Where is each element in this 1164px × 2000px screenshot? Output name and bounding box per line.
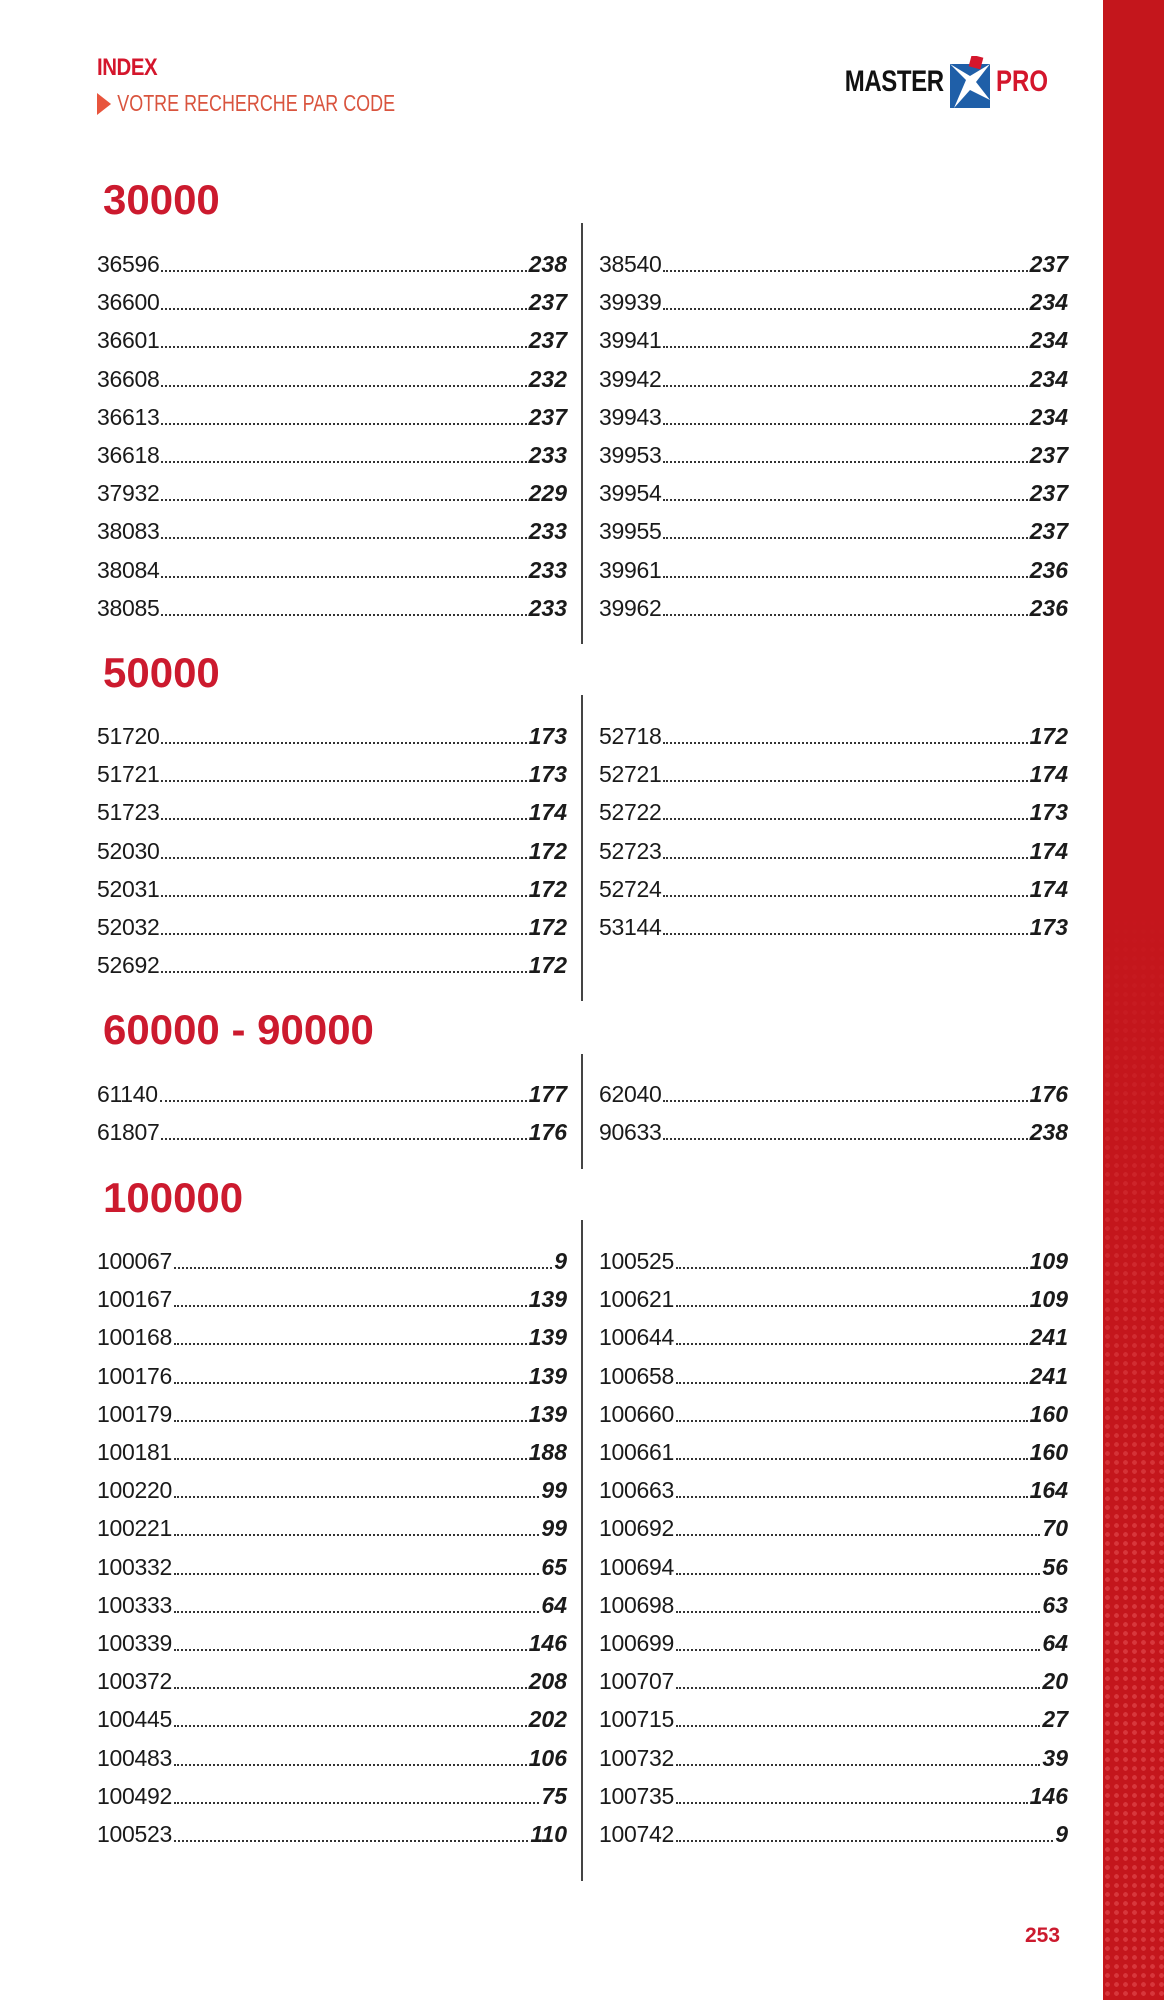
page-ref: 233 <box>528 518 567 545</box>
page-ref: 208 <box>528 1668 567 1695</box>
dot-leader <box>161 742 526 744</box>
product-code: 39954 <box>599 480 662 507</box>
product-code: 100220 <box>97 1477 172 1504</box>
product-code: 100167 <box>97 1286 172 1313</box>
product-code: 39943 <box>599 403 662 430</box>
product-code: 36618 <box>97 442 160 468</box>
index-entry <box>97 325 567 355</box>
index-entry <box>97 1246 567 1276</box>
index-entry <box>599 1475 1068 1505</box>
dot-leader <box>174 1802 539 1804</box>
dot-leader <box>663 308 1027 310</box>
dot-leader <box>161 818 526 820</box>
page-ref: 237 <box>528 289 567 316</box>
dot-leader <box>663 933 1027 935</box>
page-ref: 237 <box>528 403 567 430</box>
index-entry <box>599 1743 1068 1773</box>
logo-star-icon <box>946 56 994 108</box>
product-code: 100621 <box>599 1286 674 1313</box>
page-ref: 173 <box>528 761 567 788</box>
column-divider <box>581 1054 583 1169</box>
page-ref: 99 <box>541 1515 567 1542</box>
product-code: 51723 <box>97 799 160 826</box>
page-ref: 234 <box>1029 327 1068 354</box>
dot-leader <box>663 742 1027 744</box>
index-entry <box>97 1475 567 1505</box>
product-code: 100525 <box>599 1248 674 1274</box>
product-code: 100181 <box>97 1439 172 1465</box>
page-ref: 110 <box>530 1821 567 1847</box>
page-ref: 177 <box>528 1081 567 1107</box>
index-subtitle <box>97 90 395 117</box>
index-entry <box>97 1552 567 1582</box>
index-entry <box>97 440 567 470</box>
index-entry <box>97 1322 567 1352</box>
page-ref: 9 <box>1055 1821 1068 1847</box>
page-ref: 174 <box>1029 875 1068 902</box>
product-code: 100660 <box>599 1400 674 1427</box>
page-ref: 236 <box>1029 594 1068 621</box>
page-ref: 70 <box>1042 1515 1068 1542</box>
section-heading: 50000 <box>103 649 220 696</box>
page-ref: 237 <box>1029 251 1068 277</box>
product-code: 100732 <box>599 1744 674 1771</box>
index-entry <box>97 593 567 623</box>
page-ref: 64 <box>541 1591 567 1618</box>
dot-leader <box>174 1458 527 1460</box>
page-ref: 172 <box>528 914 567 940</box>
product-code: 39941 <box>599 327 662 354</box>
dot-leader <box>663 1100 1027 1102</box>
product-code: 61140 <box>97 1081 158 1107</box>
product-code: 52722 <box>599 799 662 826</box>
page-number: 253 <box>1025 1924 1061 1947</box>
page-ref: 9 <box>554 1248 567 1274</box>
index-entry <box>599 440 1068 470</box>
page-ref: 146 <box>1029 1782 1068 1809</box>
dot-leader <box>676 1802 1028 1804</box>
page-ref: 172 <box>1029 723 1068 749</box>
index-entry <box>599 912 1068 942</box>
dot-leader <box>161 614 526 616</box>
page-ref: 20 <box>1042 1668 1068 1695</box>
product-code: 100168 <box>97 1324 172 1351</box>
dot-leader <box>676 1573 1040 1575</box>
product-code: 100661 <box>599 1439 674 1465</box>
product-code: 52032 <box>97 914 160 940</box>
index-entry <box>97 1781 567 1811</box>
index-entry <box>599 402 1068 432</box>
product-code: 39939 <box>599 289 662 316</box>
index-entry <box>97 797 567 827</box>
product-code: 38085 <box>97 594 160 621</box>
index-entry <box>97 1399 567 1429</box>
index-entry <box>599 1079 1068 1109</box>
index-entry <box>599 1322 1068 1352</box>
dot-leader <box>663 499 1027 501</box>
index-entry <box>97 874 567 904</box>
index-entry <box>97 1628 567 1658</box>
page-ref: 146 <box>528 1630 567 1656</box>
index-entry <box>599 364 1068 394</box>
product-code: 100699 <box>599 1630 674 1656</box>
index-entry <box>599 759 1068 789</box>
index-entry <box>97 1819 567 1849</box>
index-entry <box>599 1437 1068 1467</box>
page-ref: 232 <box>528 365 567 392</box>
page-ref: 160 <box>1029 1400 1068 1427</box>
index-entry <box>599 797 1068 827</box>
index-entry <box>97 912 567 942</box>
page-ref: 64 <box>1042 1630 1068 1656</box>
product-code: 52723 <box>599 837 662 864</box>
page-ref: 176 <box>528 1119 567 1146</box>
page-ref: 237 <box>1029 442 1068 468</box>
dot-leader <box>161 308 526 310</box>
product-code: 100694 <box>599 1553 674 1580</box>
page-ref: 202 <box>528 1706 567 1733</box>
product-code: 52718 <box>599 723 662 749</box>
page-ref: 139 <box>528 1324 567 1351</box>
product-code: 100707 <box>599 1668 674 1695</box>
column-divider <box>581 1220 583 1881</box>
index-entry <box>97 721 567 751</box>
index-entry <box>599 1666 1068 1696</box>
index-entry <box>97 836 567 866</box>
dot-leader <box>663 576 1027 578</box>
product-code: 36601 <box>97 327 160 354</box>
dot-leader <box>676 1840 1053 1842</box>
product-code: 52724 <box>599 875 662 902</box>
logo-text-pro: PRO <box>995 65 1048 98</box>
dot-leader <box>174 1611 539 1613</box>
index-entry <box>599 555 1068 585</box>
product-code: 62040 <box>599 1081 662 1107</box>
product-code: 100176 <box>97 1362 172 1389</box>
dot-leader <box>663 537 1027 539</box>
index-entry <box>599 1513 1068 1543</box>
index-entry <box>599 1361 1068 1391</box>
product-code: 52030 <box>97 837 160 864</box>
halftone-pattern <box>1103 900 1164 2000</box>
section-heading: 60000 - 90000 <box>103 1006 374 1053</box>
page-ref: 173 <box>1029 914 1068 940</box>
dot-leader <box>161 933 526 935</box>
index-entry <box>97 249 567 279</box>
page-ref: 174 <box>528 799 567 826</box>
index-entry <box>599 478 1068 508</box>
index-entry <box>599 325 1068 355</box>
dot-leader <box>161 857 526 859</box>
dot-leader <box>174 1343 527 1345</box>
product-code: 100483 <box>97 1744 172 1771</box>
dot-leader <box>161 499 526 501</box>
product-code: 100698 <box>599 1591 674 1618</box>
index-entry <box>97 402 567 432</box>
product-code: 51721 <box>97 761 160 788</box>
dot-leader <box>161 461 526 463</box>
index-entry <box>599 1552 1068 1582</box>
dot-leader <box>663 895 1027 897</box>
index-entry <box>97 1079 567 1109</box>
index-title: INDEX <box>97 54 158 81</box>
product-code: 100332 <box>97 1553 172 1580</box>
product-code: 38084 <box>97 556 160 583</box>
page-ref: 229 <box>528 480 567 507</box>
dot-leader <box>161 780 526 782</box>
dot-leader <box>161 971 526 973</box>
red-side-band <box>1103 0 1164 2000</box>
dot-leader <box>676 1764 1040 1766</box>
dot-leader <box>663 385 1027 387</box>
product-code: 100445 <box>97 1706 172 1733</box>
index-entry <box>97 1284 567 1314</box>
page-ref: 99 <box>541 1477 567 1504</box>
product-code: 39961 <box>599 556 662 583</box>
page-ref: 233 <box>528 442 567 468</box>
index-entry <box>97 555 567 585</box>
dot-leader <box>174 1573 539 1575</box>
dot-leader <box>174 1420 527 1422</box>
product-code: 100692 <box>599 1515 674 1542</box>
product-code: 39955 <box>599 518 662 545</box>
product-code: 100742 <box>599 1821 674 1847</box>
product-code: 90633 <box>599 1119 662 1146</box>
page-ref: 75 <box>541 1782 567 1809</box>
dot-leader <box>676 1458 1028 1460</box>
product-code: 52721 <box>599 761 662 788</box>
index-entry <box>97 1743 567 1773</box>
dot-leader <box>663 857 1027 859</box>
page-ref: 106 <box>528 1744 567 1771</box>
dot-leader <box>174 1496 539 1498</box>
dot-leader <box>161 423 526 425</box>
product-code: 38083 <box>97 518 160 545</box>
page-ref: 238 <box>528 251 567 277</box>
page-ref: 63 <box>1042 1591 1068 1618</box>
page-ref: 139 <box>528 1400 567 1427</box>
page-ref: 39 <box>1042 1744 1068 1771</box>
triangle-bullet-icon <box>97 93 111 115</box>
index-entry <box>599 721 1068 751</box>
page-ref: 109 <box>1029 1248 1068 1274</box>
index-entry <box>599 1704 1068 1734</box>
dot-leader <box>676 1611 1040 1613</box>
page-ref: 173 <box>1029 799 1068 826</box>
product-code: 61807 <box>97 1119 160 1146</box>
product-code: 100735 <box>599 1782 674 1809</box>
page-ref: 56 <box>1042 1553 1068 1580</box>
dot-leader <box>663 346 1027 348</box>
page-ref: 241 <box>1029 1362 1068 1389</box>
page-ref: 176 <box>1029 1081 1068 1107</box>
page-ref: 234 <box>1029 365 1068 392</box>
dot-leader <box>676 1496 1028 1498</box>
dot-leader <box>676 1687 1040 1689</box>
dot-leader <box>676 1382 1028 1384</box>
index-entry <box>97 478 567 508</box>
page-ref: 188 <box>528 1439 567 1465</box>
dot-leader <box>160 1100 527 1102</box>
product-code: 100663 <box>599 1477 674 1504</box>
product-code: 36608 <box>97 365 160 392</box>
index-entry <box>599 1781 1068 1811</box>
index-entry <box>599 874 1068 904</box>
page-ref: 174 <box>1029 761 1068 788</box>
dot-leader <box>161 270 526 272</box>
index-entry <box>599 1284 1068 1314</box>
index-entry <box>599 1628 1068 1658</box>
dot-leader <box>161 895 526 897</box>
dot-leader <box>676 1343 1028 1345</box>
product-code: 52031 <box>97 875 160 902</box>
product-code: 100339 <box>97 1630 172 1656</box>
page-ref: 172 <box>528 952 567 979</box>
page-ref: 139 <box>528 1362 567 1389</box>
product-code: 37932 <box>97 480 160 507</box>
index-entry <box>599 287 1068 317</box>
dot-leader <box>161 385 526 387</box>
index-entry <box>599 593 1068 623</box>
index-entry <box>97 1361 567 1391</box>
product-code: 100067 <box>97 1248 172 1274</box>
logo-text-master: MASTER <box>844 65 944 98</box>
dot-leader <box>663 780 1027 782</box>
dot-leader <box>161 537 526 539</box>
index-entry <box>599 1246 1068 1276</box>
product-code: 100658 <box>599 1362 674 1389</box>
page-ref: 233 <box>528 594 567 621</box>
section-heading: 30000 <box>103 176 220 223</box>
product-code: 100492 <box>97 1782 172 1809</box>
dot-leader <box>663 818 1027 820</box>
page-ref: 27 <box>1042 1706 1068 1733</box>
dot-leader <box>174 1305 527 1307</box>
product-code: 100179 <box>97 1400 172 1427</box>
index-entry <box>97 1437 567 1467</box>
dot-leader <box>174 1382 527 1384</box>
index-entry <box>97 287 567 317</box>
product-code: 100644 <box>599 1324 674 1351</box>
page-ref: 174 <box>1029 837 1068 864</box>
page-ref: 236 <box>1029 556 1068 583</box>
page-ref: 172 <box>528 875 567 902</box>
product-code: 52692 <box>97 952 160 979</box>
dot-leader <box>174 1840 528 1842</box>
product-code: 100523 <box>97 1821 172 1847</box>
index-entry <box>97 516 567 546</box>
dot-leader <box>663 423 1027 425</box>
product-code: 100221 <box>97 1515 172 1542</box>
dot-leader <box>676 1267 1028 1269</box>
dot-leader <box>174 1649 527 1651</box>
index-entry <box>97 1513 567 1543</box>
product-code: 53144 <box>599 914 662 940</box>
page-ref: 237 <box>528 327 567 354</box>
index-entry <box>599 249 1068 279</box>
product-code: 38540 <box>599 251 662 277</box>
product-code: 39962 <box>599 594 662 621</box>
page-ref: 173 <box>528 723 567 749</box>
dot-leader <box>174 1534 539 1536</box>
product-code: 51720 <box>97 723 160 749</box>
page-ref: 65 <box>541 1553 567 1580</box>
dot-leader <box>676 1420 1028 1422</box>
dot-leader <box>676 1649 1040 1651</box>
dot-leader <box>174 1764 527 1766</box>
product-code: 36613 <box>97 403 160 430</box>
page-ref: 233 <box>528 556 567 583</box>
index-entry <box>97 1590 567 1620</box>
dot-leader <box>676 1305 1028 1307</box>
index-entry <box>97 1704 567 1734</box>
index-entry <box>599 1399 1068 1429</box>
product-code: 39953 <box>599 442 662 468</box>
page-ref: 237 <box>1029 518 1068 545</box>
index-entry <box>97 364 567 394</box>
product-code: 100333 <box>97 1591 172 1618</box>
page-ref: 237 <box>1029 480 1068 507</box>
product-code: 39942 <box>599 365 662 392</box>
dot-leader <box>663 461 1027 463</box>
page-ref: 234 <box>1029 403 1068 430</box>
product-code: 100715 <box>599 1706 674 1733</box>
index-entry <box>97 759 567 789</box>
index-entry <box>97 1666 567 1696</box>
dot-leader <box>663 270 1027 272</box>
dot-leader <box>663 614 1027 616</box>
product-code: 36600 <box>97 289 160 316</box>
index-entry <box>97 950 567 980</box>
dot-leader <box>161 576 526 578</box>
dot-leader <box>174 1687 527 1689</box>
product-code: 100372 <box>97 1668 172 1695</box>
index-entry <box>599 516 1068 546</box>
index-entry <box>599 836 1068 866</box>
page-ref: 241 <box>1029 1324 1068 1351</box>
masterpro-logo <box>820 56 1061 108</box>
index-subtitle-text: VOTRE RECHERCHE PAR CODE <box>117 90 396 116</box>
page-ref: 139 <box>528 1286 567 1313</box>
index-entry <box>599 1117 1068 1147</box>
index-entry <box>599 1819 1068 1849</box>
index-entry <box>599 1590 1068 1620</box>
dot-leader <box>161 346 526 348</box>
page-ref: 164 <box>1029 1477 1068 1504</box>
dot-leader <box>161 1138 526 1140</box>
dot-leader <box>663 1138 1027 1140</box>
dot-leader <box>676 1534 1040 1536</box>
page-ref: 238 <box>1029 1119 1068 1146</box>
index-entry <box>97 1117 567 1147</box>
column-divider <box>581 223 583 644</box>
product-code: 36596 <box>97 251 160 277</box>
section-heading: 100000 <box>103 1174 244 1221</box>
dot-leader <box>174 1725 527 1727</box>
page-ref: 234 <box>1029 289 1068 316</box>
dot-leader <box>676 1725 1040 1727</box>
column-divider <box>581 695 583 1001</box>
page-ref: 172 <box>528 837 567 864</box>
page-ref: 160 <box>1029 1439 1068 1465</box>
dot-leader <box>174 1267 552 1269</box>
page-ref: 109 <box>1029 1286 1068 1313</box>
